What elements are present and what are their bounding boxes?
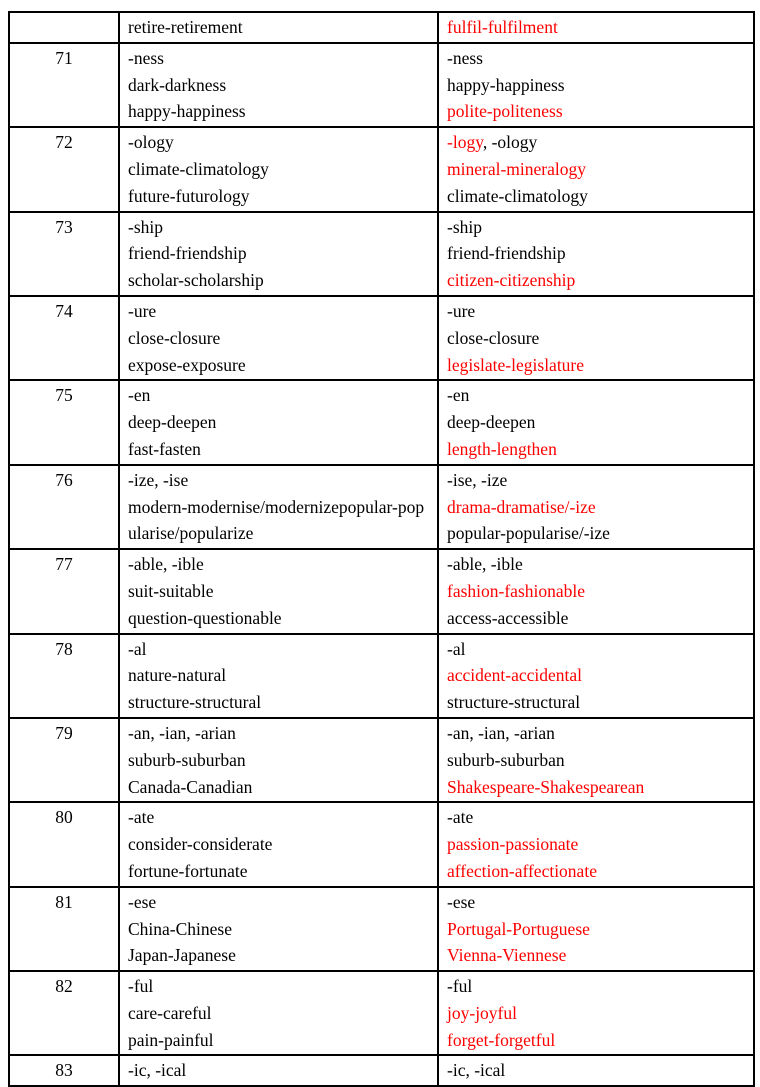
table-row (9, 296, 754, 380)
example-line (120, 267, 437, 294)
example-line (120, 382, 437, 409)
example-line (439, 325, 753, 352)
examples-left-cell (119, 549, 438, 633)
plain-text: climate-climatology (447, 185, 588, 206)
example-line (120, 325, 437, 352)
example-line (120, 214, 437, 241)
plain-text: suburb-suburban (128, 749, 246, 770)
example-line (120, 14, 437, 41)
example-line (120, 1000, 437, 1027)
row-number: 73 (55, 216, 73, 237)
example-line (120, 605, 437, 632)
examples-right-cell (438, 465, 754, 549)
examples-left-cell (119, 802, 438, 886)
example-line (120, 156, 437, 183)
plain-text: fortune-fortunate (128, 860, 248, 881)
example-line (439, 494, 753, 521)
example-line (439, 436, 753, 463)
example-line (439, 45, 753, 72)
plain-text: Canada-Canadian (128, 776, 253, 797)
examples-right-cell (438, 12, 754, 43)
highlighted-text: legislate-legislature (447, 354, 585, 375)
example-line (439, 520, 753, 547)
highlighted-text: fashion-fashionable (447, 580, 586, 601)
plain-text: -ise, -ize (447, 469, 508, 490)
row-number-cell (9, 212, 119, 296)
example-line (439, 858, 753, 885)
plain-text: -ship (128, 216, 163, 237)
table-row (9, 887, 754, 971)
example-line (439, 973, 753, 1000)
examples-right-cell (438, 634, 754, 718)
example-line (439, 689, 753, 716)
example-line (120, 98, 437, 125)
plain-text: , -ology (482, 132, 538, 153)
example-line (120, 183, 437, 210)
example-line (120, 889, 437, 916)
example-line (120, 409, 437, 436)
table-row (9, 718, 754, 802)
examples-right-cell (438, 296, 754, 380)
example-line (439, 605, 753, 632)
example-line (439, 409, 753, 436)
plain-text: scholar-scholarship (128, 270, 264, 291)
example-line (439, 942, 753, 969)
example-line (439, 1027, 753, 1054)
plain-text: access-accessible (447, 607, 569, 628)
example-line (439, 804, 753, 831)
plain-text: -able, -ible (128, 554, 204, 575)
plain-text: care-careful (128, 1002, 212, 1023)
example-line (120, 720, 437, 747)
example-line (439, 551, 753, 578)
highlighted-text: citizen-citizenship (447, 270, 576, 291)
example-line (439, 467, 753, 494)
example-line (120, 520, 437, 547)
example-line (439, 774, 753, 801)
plain-text: close-closure (447, 327, 540, 348)
plain-text: -ful (128, 976, 154, 997)
examples-left-cell (119, 43, 438, 127)
highlighted-text: passion-passionate (447, 834, 579, 855)
plain-text: -ful (447, 976, 473, 997)
plain-text: expose-exposure (128, 354, 246, 375)
plain-text: -ship (447, 216, 482, 237)
plain-text: structure-structural (447, 692, 581, 713)
example-line (439, 831, 753, 858)
example-line (439, 240, 753, 267)
examples-left-cell (119, 887, 438, 971)
row-number-cell (9, 549, 119, 633)
row-number: 82 (55, 976, 73, 997)
row-number-cell (9, 127, 119, 211)
plain-text: -ology (128, 132, 174, 153)
table-row (9, 971, 754, 1055)
plain-text: pain-painful (128, 1029, 214, 1050)
row-number-cell (9, 634, 119, 718)
plain-text: Japan-Japanese (128, 945, 236, 966)
example-line (120, 973, 437, 1000)
example-line (120, 774, 437, 801)
suffix-table-body (9, 12, 754, 1086)
plain-text: -ic, -ical (447, 1060, 506, 1081)
example-line (439, 352, 753, 379)
example-line (120, 636, 437, 663)
row-number: 76 (55, 469, 73, 490)
examples-right-cell (438, 887, 754, 971)
highlighted-text: fulfil-fulfilment (447, 17, 558, 37)
row-number: 72 (55, 132, 73, 153)
example-line (120, 662, 437, 689)
highlighted-text: mineral-mineralogy (447, 158, 586, 179)
table-row (9, 549, 754, 633)
example-line (120, 689, 437, 716)
examples-left-cell (119, 212, 438, 296)
row-number-cell (9, 887, 119, 971)
example-line (120, 45, 437, 72)
example-line (120, 129, 437, 156)
table-row (9, 634, 754, 718)
row-number: 83 (55, 1060, 73, 1081)
example-line (120, 551, 437, 578)
example-line (439, 98, 753, 125)
example-line (120, 858, 437, 885)
plain-text: popular-popularise/-ize (447, 523, 610, 544)
row-number-cell (9, 465, 119, 549)
plain-text: happy-happiness (447, 74, 565, 95)
plain-text: deep-deepen (128, 412, 217, 433)
example-line (120, 494, 437, 521)
table-row (9, 212, 754, 296)
example-line (120, 298, 437, 325)
plain-text: question-questionable (128, 607, 282, 628)
plain-text: -ure (447, 300, 476, 321)
example-line (439, 747, 753, 774)
highlighted-text: affection-affectionate (447, 860, 597, 881)
example-line (439, 382, 753, 409)
table-row (9, 127, 754, 211)
plain-text: suburb-suburban (447, 749, 565, 770)
plain-text: -ate (128, 807, 155, 828)
example-line (439, 720, 753, 747)
plain-text: consider-considerate (128, 834, 273, 855)
plain-text: China-Chinese (128, 918, 233, 939)
plain-text: -ic, -ical (128, 1060, 187, 1081)
examples-left-cell (119, 12, 438, 43)
table-row (9, 380, 754, 464)
example-line (439, 129, 753, 156)
example-line (120, 747, 437, 774)
example-line (120, 578, 437, 605)
example-line (439, 14, 753, 41)
plain-text: future-futurology (128, 185, 250, 206)
table-row (9, 12, 754, 43)
row-number-cell (9, 380, 119, 464)
example-line (120, 72, 437, 99)
example-line (120, 467, 437, 494)
examples-left-cell (119, 380, 438, 464)
plain-text: -ate (447, 807, 474, 828)
row-number: 79 (55, 722, 73, 743)
row-number-cell (9, 296, 119, 380)
examples-left-cell (119, 634, 438, 718)
example-line (120, 240, 437, 267)
row-number-cell (9, 12, 119, 43)
plain-text: friend-friendship (128, 243, 247, 264)
row-number-cell (9, 971, 119, 1055)
example-line (439, 183, 753, 210)
highlighted-text: -logy (447, 132, 483, 153)
plain-text: -ese (128, 891, 157, 912)
row-number: 74 (55, 300, 73, 321)
plain-text: climate-climatology (128, 158, 269, 179)
table-row (9, 43, 754, 127)
row-number: 71 (55, 47, 73, 68)
example-line (439, 662, 753, 689)
plain-text: -an, -ian, -arian (447, 722, 555, 743)
plain-text: retire-retirement (128, 17, 243, 37)
plain-text: nature-natural (128, 665, 227, 686)
plain-text: structure-structural (128, 692, 262, 713)
plain-text: -al (447, 638, 466, 659)
plain-text: -ness (128, 47, 164, 68)
plain-text: -ure (128, 300, 157, 321)
example-line (439, 889, 753, 916)
highlighted-text: polite-politeness (447, 101, 563, 122)
examples-right-cell (438, 802, 754, 886)
examples-right-cell (438, 43, 754, 127)
highlighted-text: drama-dramatise/-ize (447, 496, 596, 517)
plain-text: deep-deepen (447, 412, 536, 433)
examples-left-cell (119, 465, 438, 549)
row-number: 81 (55, 891, 73, 912)
plain-text: -able, -ible (447, 554, 523, 575)
examples-left-cell (119, 127, 438, 211)
example-line (439, 1000, 753, 1027)
row-number-cell (9, 718, 119, 802)
plain-text: dark-darkness (128, 74, 227, 95)
example-line (120, 831, 437, 858)
highlighted-text: length-lengthen (447, 438, 557, 459)
example-line (439, 72, 753, 99)
example-line (439, 578, 753, 605)
examples-right-cell (438, 971, 754, 1055)
plain-text: close-closure (128, 327, 221, 348)
plain-text: friend-friendship (447, 243, 566, 264)
highlighted-text: Shakespeare-Shakespearean (447, 776, 645, 797)
examples-left-cell (119, 296, 438, 380)
table-row (9, 465, 754, 549)
row-number: 80 (55, 807, 73, 828)
example-line (120, 352, 437, 379)
suffix-table (8, 11, 755, 1087)
example-line (439, 156, 753, 183)
example-line (120, 1027, 437, 1054)
plain-text: -an, -ian, -arian (128, 722, 236, 743)
example-line (120, 804, 437, 831)
highlighted-text: forget-forgetful (447, 1029, 556, 1050)
highlighted-text: accident-accidental (447, 665, 583, 686)
examples-right-cell (438, 212, 754, 296)
highlighted-text: Portugal-Portuguese (447, 918, 590, 939)
example-line (439, 916, 753, 943)
example-line (120, 916, 437, 943)
plain-text: -ize, -ise (128, 469, 189, 490)
row-number-cell (9, 43, 119, 127)
example-line (439, 636, 753, 663)
highlighted-text: joy-joyful (447, 1002, 517, 1023)
table-row (9, 802, 754, 886)
plain-text: modern-modernise/modernizepopular-pop (128, 496, 425, 517)
examples-right-cell (438, 718, 754, 802)
example-line (439, 267, 753, 294)
plain-text: -en (128, 385, 151, 406)
examples-right-cell (438, 127, 754, 211)
row-number: 78 (55, 638, 73, 659)
row-number: 75 (55, 385, 73, 406)
example-line (439, 214, 753, 241)
row-number: 77 (55, 554, 73, 575)
examples-right-cell (438, 549, 754, 633)
plain-text: -al (128, 638, 147, 659)
example-line (439, 298, 753, 325)
plain-text: happy-happiness (128, 101, 246, 122)
plain-text: -en (447, 385, 470, 406)
examples-left-cell (119, 718, 438, 802)
plain-text: suit-suitable (128, 580, 214, 601)
example-line (120, 942, 437, 969)
plain-text: ularise/popularize (128, 523, 254, 544)
plain-text: -ese (447, 891, 476, 912)
example-line (120, 436, 437, 463)
highlighted-text: Vienna-Viennese (447, 945, 567, 966)
examples-right-cell (438, 380, 754, 464)
plain-text: fast-fasten (128, 438, 201, 459)
row-number-cell (9, 802, 119, 886)
plain-text: -ness (447, 47, 483, 68)
examples-left-cell (119, 971, 438, 1055)
